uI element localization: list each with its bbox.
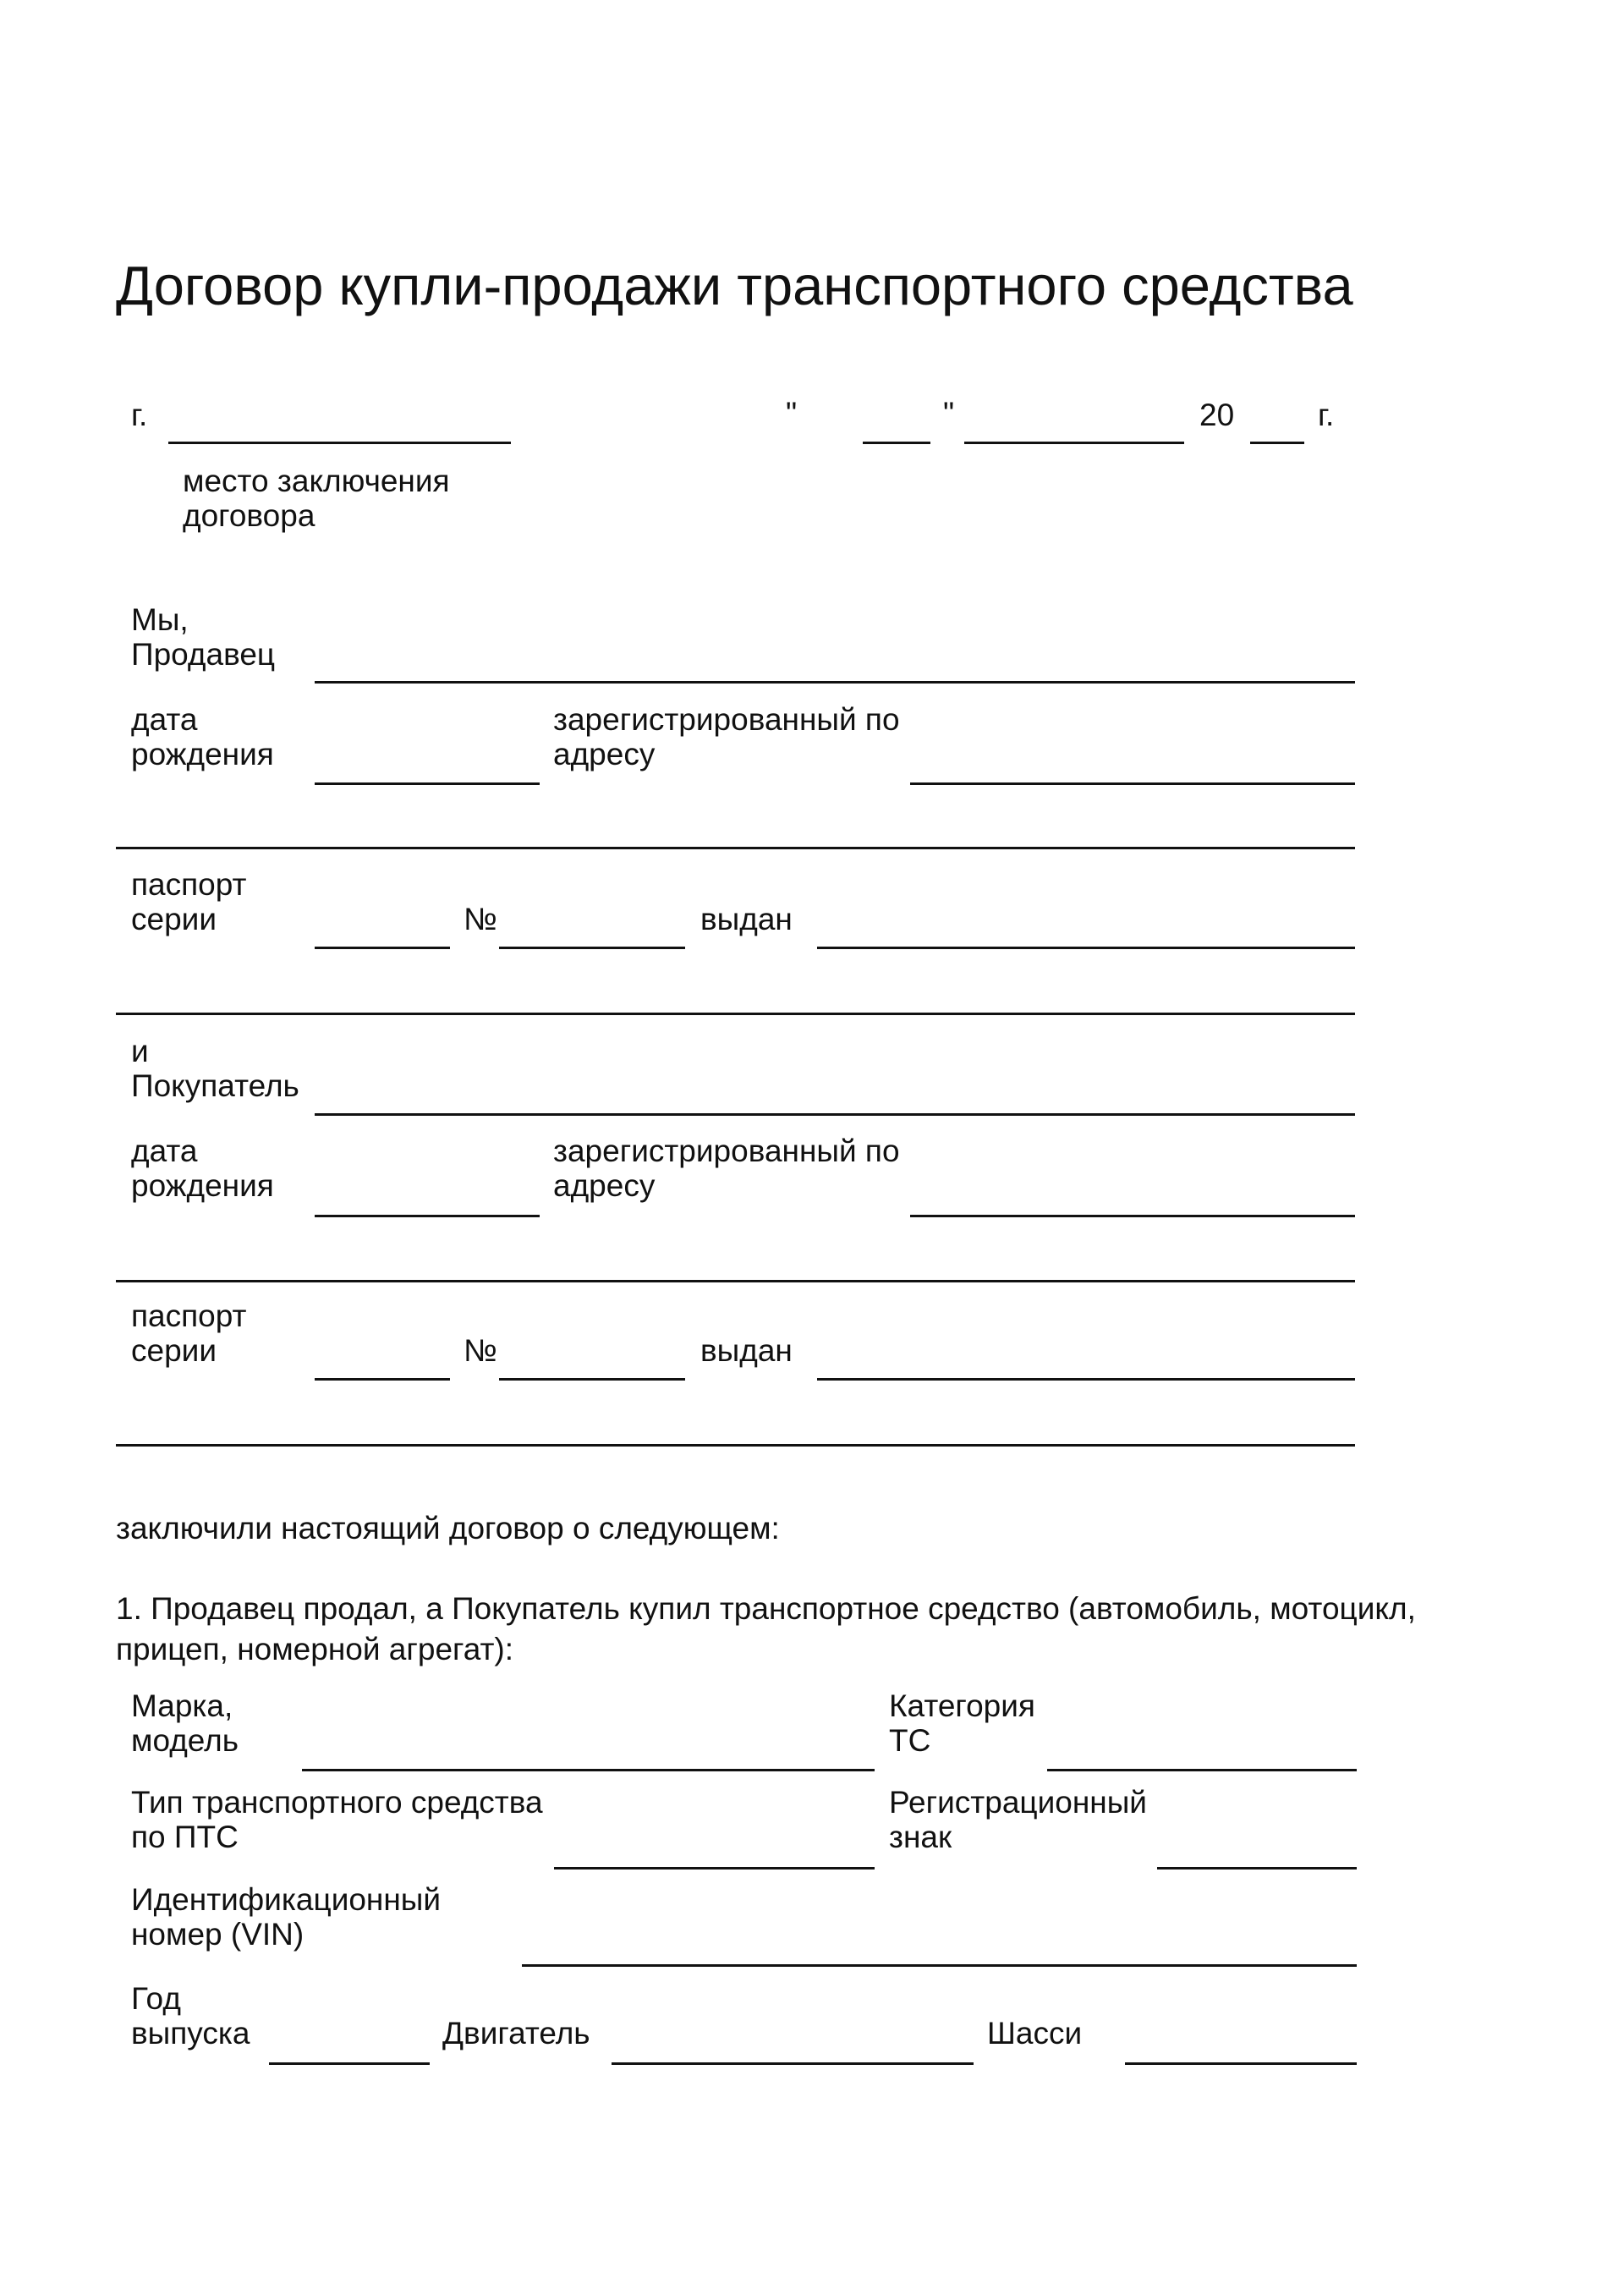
- buyer-passport-number-field[interactable]: [499, 1378, 685, 1381]
- buyer-address-label-line1: зарегистрированный по: [553, 1134, 900, 1168]
- buyer-passport-series-field[interactable]: [315, 1378, 450, 1381]
- vehicle-type-field[interactable]: [554, 1867, 875, 1869]
- buyer-dob-label-line2: рождения: [131, 1168, 274, 1203]
- buyer-dob-field[interactable]: [315, 1215, 540, 1217]
- category-label-line2: ТС: [889, 1723, 931, 1758]
- seller-dob-label-line2: рождения: [131, 737, 274, 771]
- seller-passport-number-field[interactable]: [499, 947, 685, 949]
- engine-label: Двигатель: [442, 2016, 590, 2051]
- seller-address-label-line1: зарегистрированный по: [553, 702, 900, 737]
- place-field[interactable]: [168, 442, 511, 444]
- seller-dob-field[interactable]: [315, 782, 540, 785]
- concluded-text: заключили настоящий договор о следующем:: [116, 1511, 780, 1546]
- date-quote-open: ": [786, 396, 798, 431]
- reg-sign-field[interactable]: [1157, 1867, 1357, 1869]
- document-title: Договор купли-продажи транспортного средства: [116, 255, 1353, 316]
- seller-dob-label-line1: дата: [131, 702, 198, 737]
- make-model-field[interactable]: [302, 1769, 875, 1771]
- seller-address-field-2[interactable]: [116, 847, 1355, 849]
- year-suffix: г.: [1318, 398, 1335, 432]
- vin-label-line2: номер (VIN): [131, 1917, 304, 1952]
- day-field[interactable]: [863, 442, 930, 444]
- vin-label-line1: Идентификационный: [131, 1882, 442, 1917]
- buyer-issued-field[interactable]: [817, 1378, 1355, 1381]
- seller-issued-field[interactable]: [817, 947, 1355, 949]
- category-label-line1: Категория: [889, 1688, 1035, 1723]
- year-prefix: 20: [1199, 398, 1235, 432]
- vin-field[interactable]: [522, 1964, 1357, 1967]
- seller-address-label-line2: адресу: [553, 737, 656, 771]
- seller-address-field[interactable]: [910, 782, 1355, 785]
- buyer-dob-label-line1: дата: [131, 1134, 198, 1168]
- seller-issued-label: выдан: [700, 902, 793, 936]
- buyer-address-field-2[interactable]: [116, 1280, 1355, 1282]
- buyer-name-field[interactable]: [315, 1113, 1355, 1116]
- make-model-label-line2: модель: [131, 1723, 239, 1758]
- buyer-passport-label-line2: серии: [131, 1333, 217, 1368]
- year-field[interactable]: [1250, 442, 1304, 444]
- seller-number-sign: №: [464, 902, 497, 936]
- vehicle-type-label-line1: Тип транспортного средства: [131, 1785, 543, 1820]
- engine-field[interactable]: [612, 2062, 974, 2065]
- vehicle-type-label-line2: по ПТС: [131, 1820, 239, 1854]
- year-label-line1: Год: [131, 1981, 181, 2016]
- buyer-role: Покупатель: [131, 1068, 299, 1103]
- buyer-address-field[interactable]: [910, 1215, 1355, 1217]
- seller-passport-label-line2: серии: [131, 902, 217, 936]
- seller-intro: Мы,: [131, 602, 189, 637]
- buyer-address-label-line2: адресу: [553, 1168, 656, 1203]
- place-caption-line1: место заключения: [183, 464, 450, 498]
- buyer-passport-label-line1: паспорт: [131, 1298, 247, 1333]
- place-caption-line2: договора: [183, 498, 315, 533]
- city-prefix: г.: [131, 398, 148, 432]
- seller-role: Продавец: [131, 637, 276, 672]
- clause-1-line1: 1. Продавец продал, а Покупатель купил транспортное средство (автомобиль, мотоцикл,: [116, 1591, 1416, 1626]
- clause-1-line2: прицеп, номерной агрегат):: [116, 1632, 514, 1666]
- chassis-label: Шасси: [987, 2016, 1083, 2051]
- year-of-manufacture-field[interactable]: [269, 2062, 430, 2065]
- seller-issued-field-2[interactable]: [116, 1013, 1355, 1015]
- chassis-field[interactable]: [1125, 2062, 1357, 2065]
- buyer-intro: и: [131, 1034, 149, 1068]
- seller-passport-series-field[interactable]: [315, 947, 450, 949]
- date-quote-close: ": [943, 396, 955, 431]
- reg-sign-label-line2: знак: [889, 1820, 952, 1854]
- reg-sign-label-line1: Регистрационный: [889, 1785, 1147, 1820]
- buyer-issued-label: выдан: [700, 1333, 793, 1368]
- seller-passport-label-line1: паспорт: [131, 867, 247, 902]
- buyer-issued-field-2[interactable]: [116, 1444, 1355, 1447]
- buyer-number-sign: №: [464, 1333, 497, 1368]
- month-field[interactable]: [964, 442, 1184, 444]
- year-label-line2: выпуска: [131, 2016, 250, 2051]
- category-field[interactable]: [1047, 1769, 1357, 1771]
- make-model-label-line1: Марка,: [131, 1688, 233, 1723]
- seller-name-field[interactable]: [315, 681, 1355, 684]
